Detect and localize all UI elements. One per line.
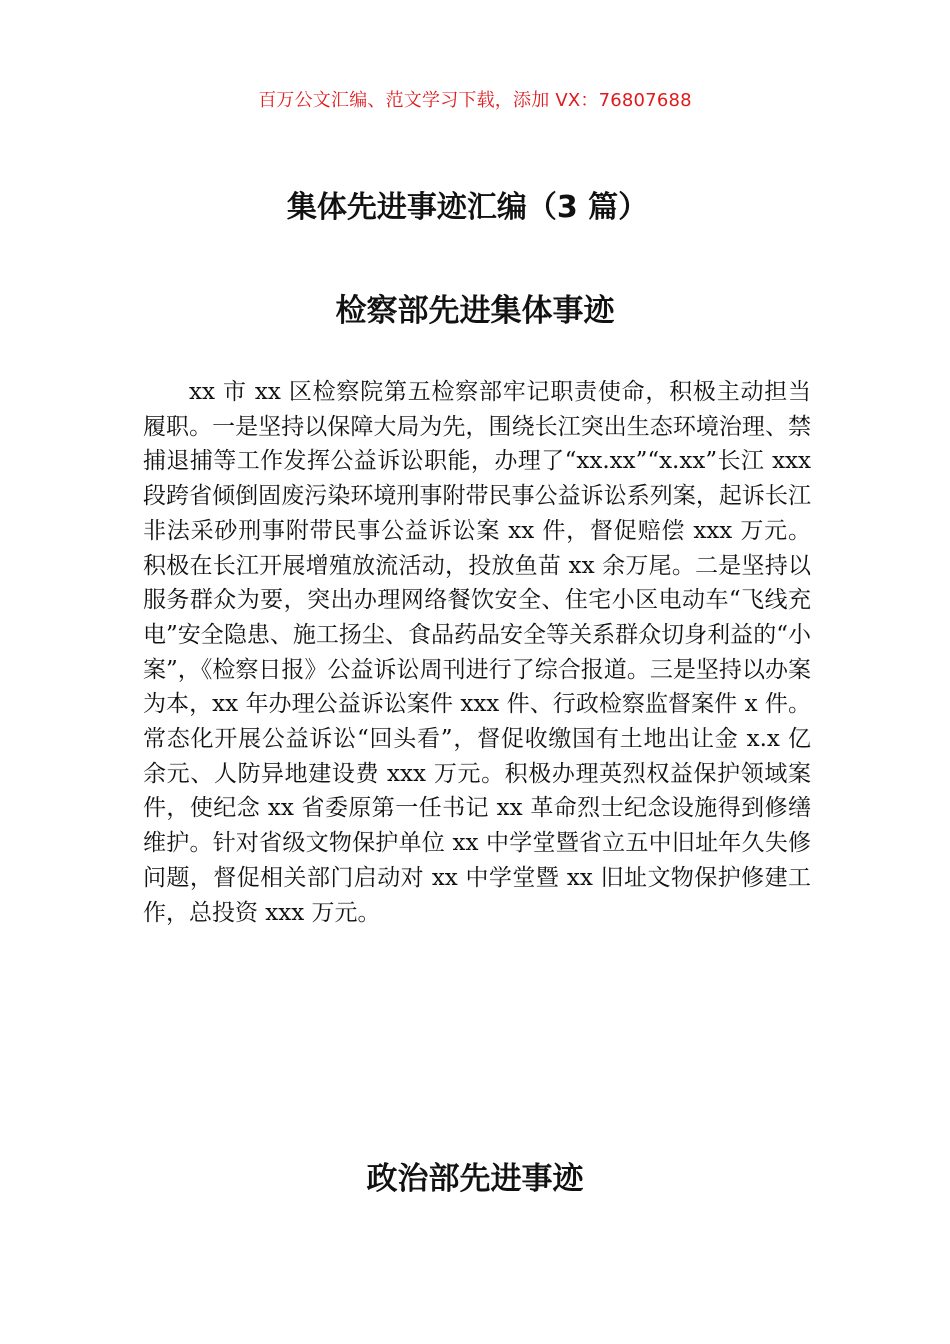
section-heading-procuratorate: 检察部先进集体事迹	[335, 293, 615, 329]
section-paragraph-procuratorate: xx 市 xx 区检察院第五检察部牢记职责使命，积极主动担当履职。一是坚持以保障大局为先，围绕长江突出生态环境治理、禁捕退捕等工作发挥公益诉讼职能，办理了“xx.xx”“x.xx”长江 xxx 段跨省倾倒固废污染环境刑事附带民事公益诉讼系列案，起诉长江非法采砂刑事附带民事公益诉讼案 xx 件，督促赔偿 xxx 万元。积极在长江开展增殖放流活动，投放鱼苗 xx 余万尾。二是坚持以服务群众为要，突出办理网络餐饮安全、住宅小区电动车“飞线充电”安全隐患、施工扬尘、食品药品安全等关系群众切身利益的“小案”，《检察日报》公益诉讼周刊进行了综合报道。三是坚持以办案为本，xx 年办理公益诉讼案件 xxx 件、行政检察监督案件 x 件。常态化开展公益诉讼“回头看”，督促收缴国有土地出让金 x.x 亿余元、人防异地建设费 xxx 万元。积极办理英烈权益保护领域案件，使纪念 xx 省委原第一任书记 xx 革命烈士纪念设施得到修缮维护。针对省级文物保护单位 xx 中学堂暨省立五中旧址年久失修问题，督促相关部门启动对 xx 中学堂暨 xx 旧址文物保护修建工作，总投资 xxx 万元。	[143, 379, 811, 926]
header-note: 百万公文汇编、范文学习下载，添加 VX：76807688	[258, 90, 692, 111]
section-heading-political: 政治部先进事迹	[366, 1161, 584, 1197]
document-title: 集体先进事迹汇编（3 篇）	[286, 190, 649, 225]
